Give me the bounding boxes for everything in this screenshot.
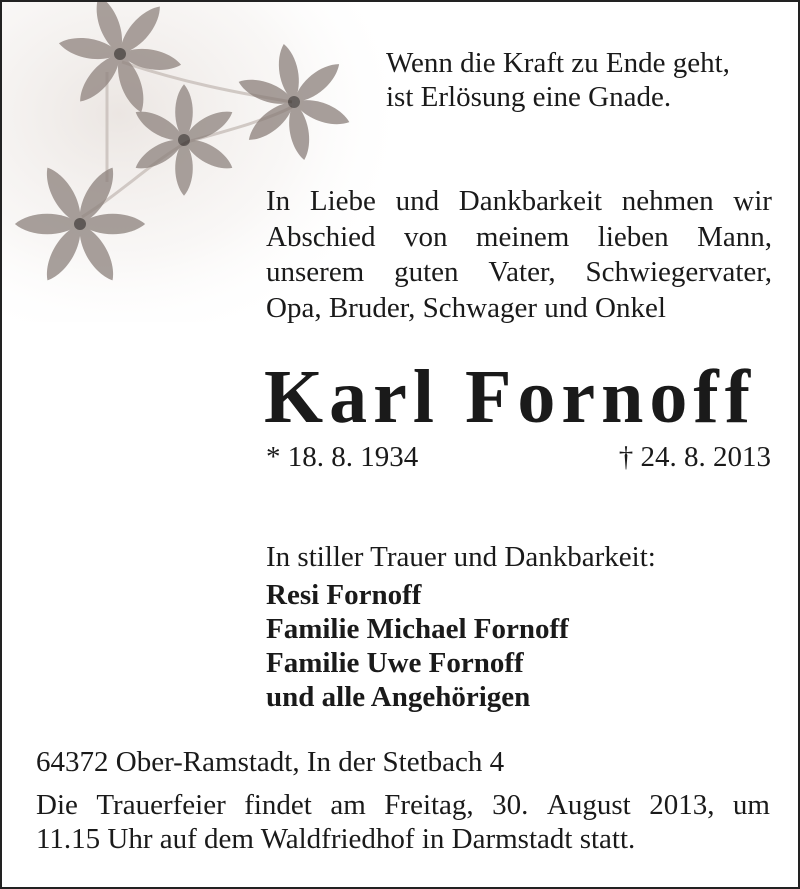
word: guten [394, 256, 459, 288]
word: August [546, 789, 631, 821]
word: Schwiegervater, [585, 256, 772, 288]
quote-line: ist Erlösung eine Gnade. [386, 81, 672, 113]
mourner-name: Resi Fornoff [266, 579, 422, 611]
deceased-name: Karl Fornoff [264, 355, 757, 439]
word: Trauerfeier [96, 789, 226, 821]
quote-line: Wenn die Kraft zu Ende geht, [386, 47, 730, 79]
word: Liebe [309, 185, 376, 217]
word: Die [36, 789, 78, 821]
life-dates [266, 440, 771, 474]
mourner-name: Familie Michael Fornoff [266, 613, 569, 645]
intro-line [266, 255, 772, 291]
mourner-name: und alle Angehörigen [266, 681, 531, 713]
service-line [36, 788, 770, 822]
mourners-heading: In stiller Trauer und Dankbarkeit: [266, 541, 656, 573]
mourner-name: Familie Uwe Fornoff [266, 647, 524, 679]
birth-date: * 18. 8. 1934 [266, 441, 419, 473]
word: 2013, [649, 789, 715, 821]
mourners-list [266, 578, 569, 714]
word: Vater, [488, 256, 556, 288]
word: lieben [597, 220, 669, 253]
word: um [732, 789, 770, 821]
word: unserem [266, 256, 365, 288]
intro-line [266, 184, 772, 220]
word: findet [244, 789, 312, 821]
intro-line: Opa, Bruder, Schwager und Onkel [266, 291, 666, 324]
death-date: † 24. 8. 2013 [618, 441, 771, 473]
word: und [395, 185, 440, 217]
word: wir [733, 185, 772, 217]
address: 64372 Ober-Ramstadt, In der Stetbach 4 [36, 746, 505, 778]
word: von [403, 220, 448, 253]
service-line: 11.15 Uhr auf dem Waldfriedhof in Darmstadt statt. [36, 823, 636, 855]
intro-line [266, 220, 772, 256]
word: nehmen [621, 185, 714, 217]
word: Freitag, [384, 789, 474, 821]
word: meinem [475, 220, 570, 253]
word: Mann, [697, 220, 772, 253]
word: 30. [492, 789, 529, 821]
word: Abschied [266, 220, 376, 253]
word: Dankbarkeit [458, 185, 603, 217]
word: In [266, 185, 291, 217]
word: am [330, 789, 366, 821]
intro-text [266, 184, 772, 326]
quote [386, 46, 730, 114]
funeral-service-info [36, 788, 770, 856]
